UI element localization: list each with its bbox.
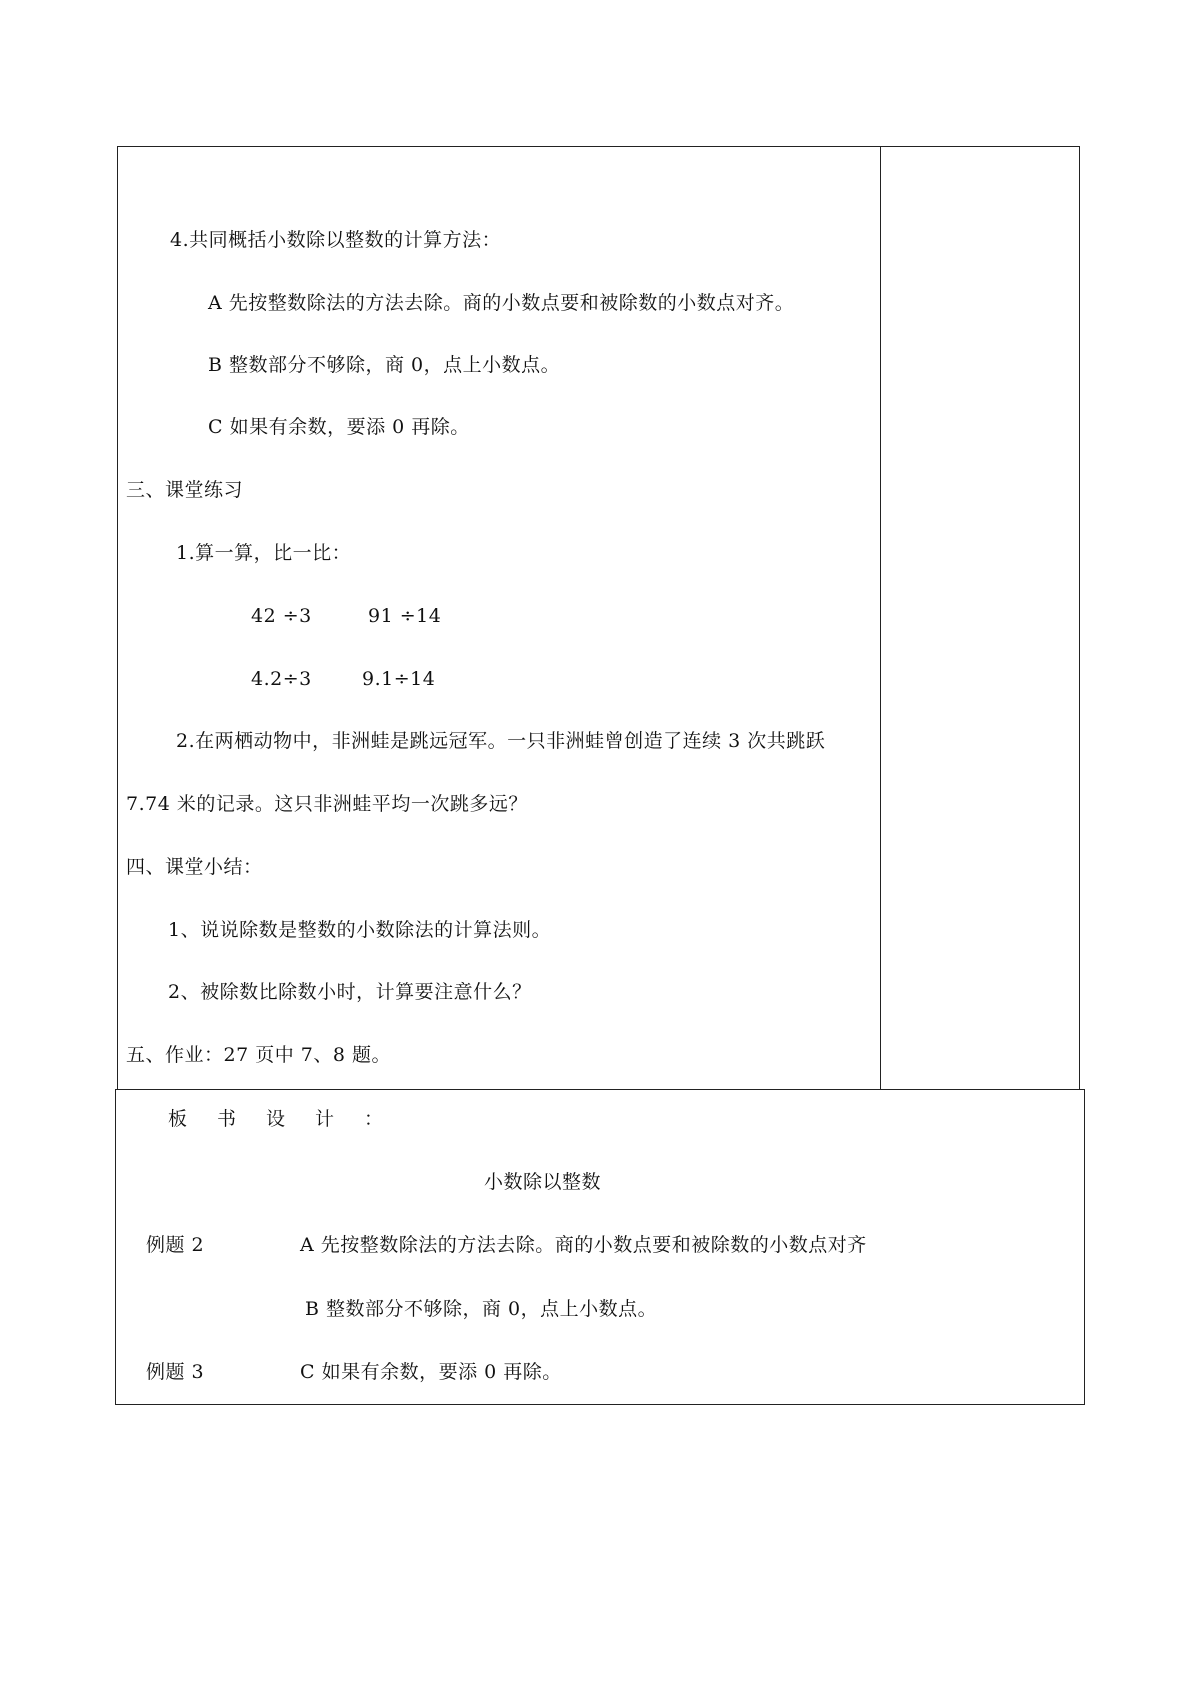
example2-label: 例题 2 <box>146 1234 205 1256</box>
step4-title: 4.共同概括小数除以整数的计算方法： <box>170 229 502 251</box>
board-title: 小数除以整数 <box>484 1171 602 1193</box>
exercise2-line2: 7.74 米的记录。这只非洲蛙平均一次跳多远？ <box>126 793 528 815</box>
exercise1-row1-b: 91 ÷14 <box>368 605 442 627</box>
summary-item-1: 1、说说除数是整数的小数除法的计算法则。 <box>168 919 552 941</box>
right-column-divider <box>880 146 881 1090</box>
exercise1-title: 1.算一算，比一比： <box>176 542 352 564</box>
rule-a: A 先按整数除法的方法去除。商的小数点要和被除数的小数点对齐。 <box>208 292 795 314</box>
section3-title: 三、课堂练习 <box>126 479 244 501</box>
exercise2-line1: 2.在两栖动物中，非洲蛙是跳远冠军。一只非洲蛙曾创造了连续 3 次共跳跃 <box>176 730 826 752</box>
example3-rule-c: C 如果有余数，要添 0 再除。 <box>300 1361 562 1383</box>
rule-b: B 整数部分不够除，商 0，点上小数点。 <box>208 354 561 376</box>
section5-homework: 五、作业：27 页中 7、8 题。 <box>126 1044 391 1066</box>
exercise1-row1-a: 42 ÷3 <box>251 605 312 627</box>
example2-rule-b: B 整数部分不够除，商 0，点上小数点。 <box>305 1298 658 1320</box>
example3-label: 例题 3 <box>146 1361 205 1383</box>
summary-item-2: 2、被除数比除数小时，计算要注意什么？ <box>168 981 532 1003</box>
exercise1-row2-b: 9.1÷14 <box>362 668 436 690</box>
exercise1-row2-a: 4.2÷3 <box>251 668 312 690</box>
example2-rule-a: A 先按整数除法的方法去除。商的小数点要和被除数的小数点对齐 <box>300 1234 867 1256</box>
rule-c: C 如果有余数，要添 0 再除。 <box>208 416 470 438</box>
section4-title: 四、课堂小结： <box>126 856 263 878</box>
board-label: 板书设计： <box>168 1108 414 1130</box>
